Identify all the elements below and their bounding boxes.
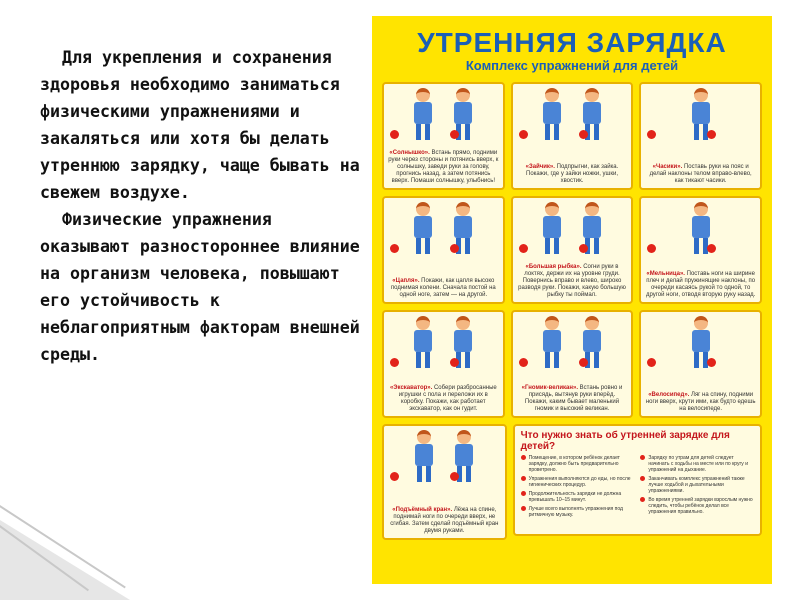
exercise-card [382,82,505,190]
exercise-caption: «Подъёмный кран». Лёжа на спине, поднимай ноги по очереди вверх, не сгибая. Затем сделай подъёмный кран двумя руками. [390,507,499,534]
exercise-caption: «Часики». Поставь руки на пояс и делай наклоны телом вправо-влево, как тикают часики. [649,164,752,184]
exercise-card [639,82,762,190]
step-number-marker [450,244,459,253]
poster-subtitle: Комплекс упражнений для детей [465,58,679,73]
child-figure-illustration [410,316,436,368]
tip-item: Помещение, в котором ребёнок делает зарядку, должно быть предварительно проветрено. [521,455,635,473]
step-number-marker [450,472,459,481]
exercise-card [382,196,505,304]
exercise-caption: «Зайчик». Подпрыгни, как зайка. Покажи, где у зайки ножки, ушки, хвостик. [525,164,619,184]
tip-item: Продолжительность зарядки не должна превышать 10–15 минут. [521,491,635,503]
exercise-caption: «Мельница». Поставь ноги на ширине плеч и делай пружинящие наклоны, по очереди касаясь рукой то одной, то другой ноги, отводя вторую руку назад. [645,271,756,298]
exercise-card [382,310,505,418]
tip-item: Лучше всего выполнять упражнения под ритмичную музыку. [521,506,635,518]
step-number-marker [450,358,459,367]
step-number-marker [579,130,588,139]
step-number-marker [390,472,399,481]
paragraph-1: Для укрепления и сохранения здоровья необходимо заниматься физическими упражнениями и закаляться или хотя бы делать утреннюю зарядку, чаще бывать на свежем воздухе. [40,48,360,202]
info-title: Что нужно знать об утренней зарядке для детей? [520,430,730,452]
step-number-marker [519,244,528,253]
child-figure-illustration [410,88,436,140]
poster-bottom [382,424,762,540]
child-figure-illustration [539,316,565,368]
step-number-marker [519,130,528,139]
step-number-marker [390,244,399,253]
tips-left [521,455,635,521]
exercise-card [511,310,634,418]
exercise-card [511,82,634,190]
tip-item: Упражнения выполняются до еды, но после гигиенических процедур. [521,476,635,488]
tip-item: Во время утренней зарядки взрослым нужно следить, чтобы ребёнок делал все упражнения правильно. [640,497,754,515]
exercise-card [511,196,634,304]
slide-text [40,44,370,368]
slide-corner-decoration [0,520,130,600]
tips-right [640,455,754,521]
exercise-poster [372,16,772,584]
tip-item: Зарядку по утрам для детей следует начинать с ходьбы на месте или по кругу и упражнений на дыхание. [640,455,754,473]
exercise-caption: «Гномик-великан». Встань ровно и присядь, вытянув руки вперёд. Покажи, каким бывает маленький гномик и высокий великан. [521,385,623,412]
step-number-marker [390,358,399,367]
child-figure-illustration [539,202,565,254]
exercise-caption: «Экскаватор». Собери разбросанные игрушки с пола и переложи их в коробку. Покажи, как работает экскаватор, как он гудит. [389,385,497,412]
step-number-marker [579,244,588,253]
exercise-card [639,196,762,304]
exercise-caption: «Велосипед». Ляг на спину, подними ноги вверх, крути ими, как будто едешь на велосипеде. [645,392,756,412]
step-number-marker [579,358,588,367]
child-figure-illustration [411,430,437,482]
tip-item: Заканчивать комплекс упражнений также лучше ходьбой и дыхательными упражнениями. [640,476,754,494]
exercise-caption: «Большая рыбка». Согни руки в локтях, держи их на уровне груди. Повернись вправо и влево, широко разводя руки. Покажи, какую большую рыбку ты поймал. [518,264,626,298]
step-number-marker [519,358,528,367]
exercise-card [382,424,507,540]
exercise-caption: «Солнышко». Встань прямо, подними руки через стороны и потянись вверх, к солнышку, заведи руки за голову, прогнись назад, а затем потянись вверх. Помаши солнышку, улыбнись! [388,150,499,184]
child-figure-illustration [539,88,565,140]
exercise-caption: «Цапля». Покажи, как цапля высоко поднимая колени. Сначала постой на одной ноге, затем — на другой. [390,278,496,298]
exercise-card [639,310,762,418]
step-number-marker [450,130,459,139]
step-number-marker [390,130,399,139]
child-figure-illustration [410,202,436,254]
poster-title: УТРЕННЯЯ ЗАРЯДКА [417,27,727,58]
paragraph-2: Физические упражнения оказывают разностороннее влияние на организм человека, повышают его устойчивость к неблагоприятным факторам внешней среды. [40,210,360,364]
info-box [513,424,762,536]
exercise-grid [382,82,762,418]
